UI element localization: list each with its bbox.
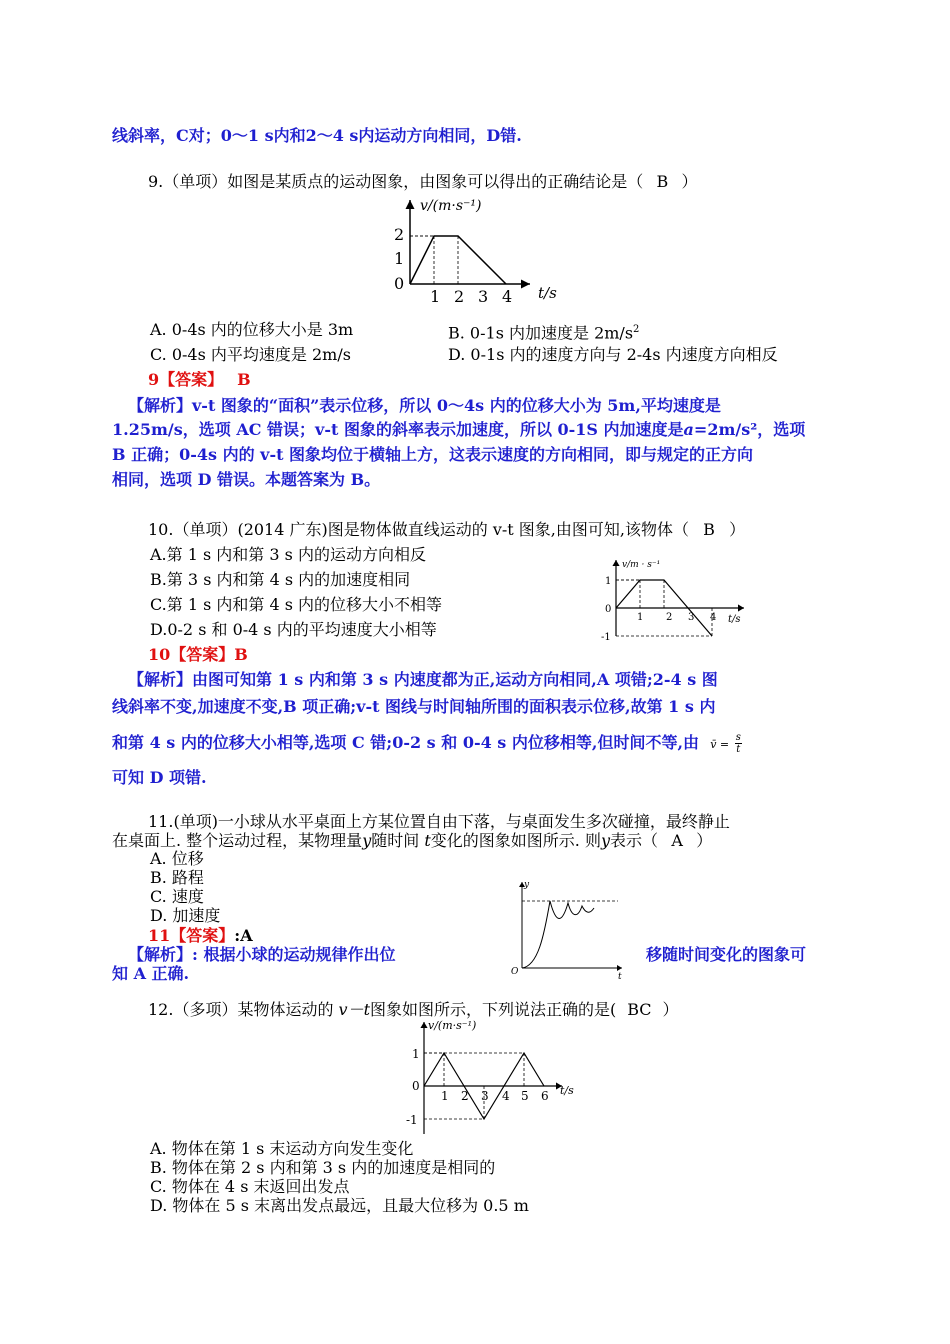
q11-opt-c: C. 速度 (150, 887, 204, 906)
q10-exp-1: 【解析】由图可知第 1 s 内和第 3 s 内速度都为正,运动方向相同,A 项错;2-4 s 图 (128, 670, 718, 689)
q12-chart (384, 1016, 584, 1140)
q11-stem-2-a: 在桌面上. 整个运动过程，某物理量 (112, 831, 363, 850)
q12-close: ） (662, 1000, 679, 1019)
q11-opt-a: A. 位移 (150, 849, 204, 868)
q12-ytick-1: 1 (412, 1047, 420, 1061)
q10-stem-text: 10.（单项）(2014 广东)图是物体做直线运动的 v-t 图象,由图可知,该物体（ (148, 520, 689, 539)
q10-chart (596, 556, 766, 646)
q11-answer (148, 926, 253, 946)
q9-exp-2 (112, 420, 805, 440)
q9-ytick-2: 2 (394, 225, 405, 244)
q10-opt-a: A.第 1 s 内和第 3 s 内的运动方向相反 (150, 545, 426, 564)
q9-ans-value: B (237, 370, 251, 389)
q9-opt-b-text: B. 0-1s 内加速度是 2m/s (448, 323, 634, 343)
q11-exp-1b: 移随时间变化的图象可 (646, 945, 807, 964)
q12-ytick-neg1: -1 (406, 1113, 418, 1127)
q12-ylabel: v/(m·s⁻¹) (428, 1019, 477, 1032)
q11-opt-d: D. 加速度 (150, 906, 221, 925)
q10-xtick-4: 4 (710, 612, 717, 623)
q9-chart (380, 196, 580, 306)
q9-close: ） (681, 172, 698, 191)
q10-stem (148, 520, 745, 540)
q9-exp-2-b: =2m/s²，选项 (693, 420, 806, 439)
q9-xtick-3: 3 (478, 287, 489, 306)
q9-stem (148, 172, 697, 192)
q10-exp-3-text: 和第 4 s 内的位移大小相等,选项 C 错;0-2 s 和 0-4 s 内位移相等,但时间不等,由 (112, 733, 700, 752)
q9-exp-3: B 正确；0-4s 内的 v-t 图象均位于横轴上方，这表示速度的方向相同，即与规定的正方向 (112, 445, 754, 464)
q11-curve (522, 901, 594, 968)
q11-chart (508, 876, 628, 982)
q12-opt-d: D. 物体在 5 s 末离出发点最远，且最大位移为 0.5 m (150, 1196, 529, 1215)
q10-opt-b: B.第 3 s 内和第 4 s 内的加速度相同 (150, 570, 411, 589)
q10-formula-lhs: v̄ = (710, 738, 730, 751)
q10-xtick-2: 2 (666, 612, 673, 623)
q9-ytick-0: 0 (394, 274, 405, 293)
q10-ytick-0: 0 (605, 604, 612, 615)
q12-xtick-3: 3 (481, 1089, 489, 1103)
q9-ylabel: v/(m·s⁻¹) (420, 198, 482, 214)
q9-opt-b (448, 320, 639, 343)
q9-xlabel: t/s (538, 284, 557, 302)
q12-xtick-4: 4 (502, 1089, 510, 1103)
q9-ans-label: 9【答案】 (148, 370, 224, 389)
q11-xlabel: t (618, 972, 622, 982)
top-line: 线斜率，C对；0～1 s内和2～4 s内运动方向相同，D错. (112, 126, 522, 145)
q9-xtick-2: 2 (454, 287, 465, 306)
q12-xtick-5: 5 (521, 1089, 529, 1103)
q10-ytick-1: 1 (605, 576, 612, 587)
q10-xtick-1: 1 (637, 612, 644, 623)
q12-opt-c: C. 物体在 4 s 末返回出发点 (150, 1177, 350, 1196)
q10-ytick-neg1: -1 (601, 632, 611, 643)
q11-stem-2-d: 表示（ (610, 831, 659, 850)
q9-exp-1: 【解析】v-t 图象的“面积”表示位移，所以 0～4s 内的位移大小为 5m,平均速度是 (128, 396, 721, 415)
q9-opt-c: C. 0-4s 内平均速度是 2m/s (150, 345, 351, 364)
q11-stem-2-c: 变化的图象如图所示. 则 (430, 831, 601, 850)
q10-opt-c: C.第 1 s 内和第 4 s 内的位移大小不相等 (150, 595, 443, 614)
q11-ylabel: y (524, 880, 530, 890)
q10-ylabel: v/m · s⁻¹ (622, 560, 661, 570)
q9-opt-d: D. 0-1s 内的速度方向与 2-4s 内速度方向相反 (448, 345, 778, 364)
q9-xtick-4: 4 (502, 287, 513, 306)
q11-answer-mark: A (671, 831, 683, 850)
q11-stem-2-t: t (424, 831, 431, 850)
q12-xlabel: t/s (560, 1084, 574, 1097)
q11-stem-2 (112, 831, 712, 851)
q10-frac-den: t (736, 744, 741, 755)
q10-fraction (735, 732, 742, 755)
q9-opt-b-sup: 2 (633, 324, 640, 335)
q10-xtick-3: 3 (688, 612, 695, 623)
q9-stem-text: 9.（单项）如图是某质点的运动图象，由图象可以得出的正确结论是（ (148, 172, 644, 191)
q11-exp-1a: 【解析】: 根据小球的运动规律作出位 (128, 945, 396, 964)
q10-xlabel: t/s (728, 614, 741, 625)
q11-exp-2: 知 A 正确. (112, 964, 190, 983)
q11-stem-2-y2: y (600, 831, 611, 850)
q11-close: ） (696, 831, 713, 850)
q12-stem-vt: v－t (338, 1000, 371, 1019)
q10-exp-4: 可知 D 项错. (112, 768, 207, 787)
q11-stem-2-y: y (362, 831, 372, 850)
q10-frac-num: s (735, 732, 741, 743)
q11-ans-value: :A (234, 926, 253, 945)
q9-answer-mark: B (656, 172, 669, 191)
q9-exp-4: 相同，选项 D 错误。本题答案为 B。 (112, 470, 381, 489)
q10-answer-mark: B (703, 520, 715, 539)
q10-exp-2: 线斜率不变,加速度不变,B 项正确;v-t 图线与时间轴所围的面积表示位移,故第 1 s 内 (112, 697, 716, 716)
q12-ytick-0: 0 (412, 1079, 420, 1093)
q12-xtick-1: 1 (441, 1089, 449, 1103)
q10-opt-d: D.0-2 s 和 0-4 s 内的平均速度大小相等 (150, 620, 437, 639)
q12-opt-b: B. 物体在第 2 s 内和第 3 s 内的加速度是相同的 (150, 1158, 496, 1177)
q11-opt-b: B. 路程 (150, 868, 204, 887)
q12-xtick-6: 6 (541, 1089, 549, 1103)
q9-answer (148, 370, 251, 390)
q9-exp-2-a: 1.25m/s，选项 AC 错误；v-t 图象的斜率表示加速度，所以 0-1S 内加速度是 (112, 420, 684, 439)
q11-stem-1: 11.(单项)一小球从水平桌面上方某位置自由下落，与桌面发生多次碰撞，最终静止 (148, 812, 730, 831)
q10-close: ） (729, 520, 746, 539)
q9-exp-2-var: a (683, 420, 694, 439)
q12-opt-a: A. 物体在第 1 s 末运动方向发生变化 (150, 1139, 414, 1158)
q11-origin: O (511, 967, 519, 977)
q12-stem-a: 12.（多项）某物体运动的 (148, 1000, 334, 1019)
q11-stem-2-b: 随时间 (371, 831, 420, 850)
q12-stem-b: 图象如图所示，下列说法正确的是( (370, 1000, 617, 1019)
q9-opt-a: A. 0-4s 内的位移大小是 3m (150, 320, 354, 339)
q12-xtick-2: 2 (461, 1089, 469, 1103)
q10-exp-3 (112, 732, 742, 755)
q12-answer-mark: BC (627, 1000, 652, 1019)
q9-ytick-1: 1 (394, 249, 405, 268)
q9-xtick-1: 1 (430, 287, 441, 306)
q10-answer: 10【答案】B (148, 645, 248, 664)
q11-ans-label: 11【答案】 (148, 926, 235, 945)
